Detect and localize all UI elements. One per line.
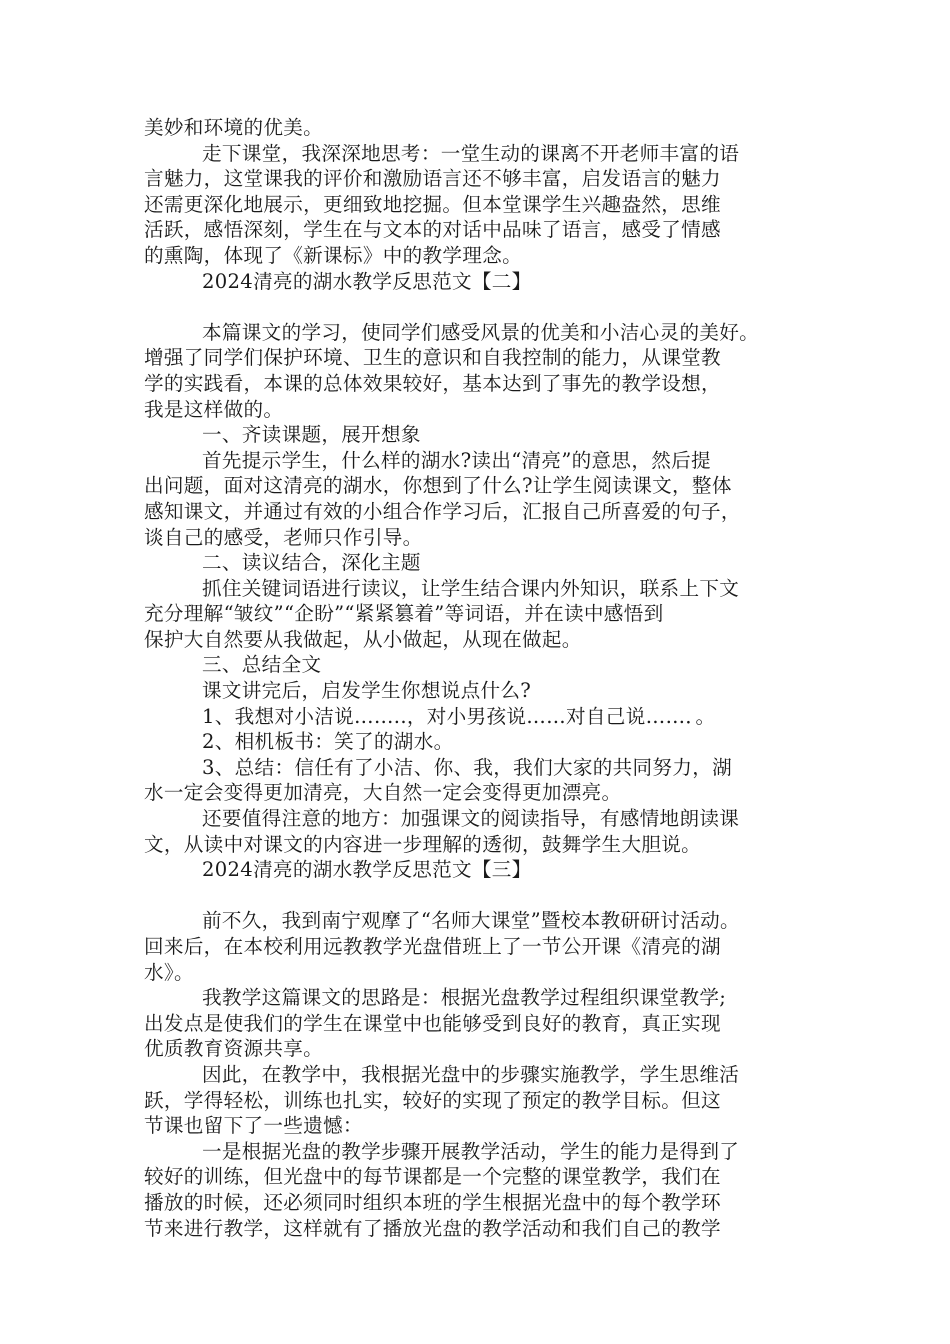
text-line: 课文讲完后，启发学生你想说点什么? <box>202 679 532 703</box>
text-line: 出问题，面对这清亮的湖水，你想到了什么?让学生阅读课文，整体 <box>144 474 732 498</box>
text-line: 播放的时候，还必须同时组织本班的学生根据光盘中的每个教学环 <box>144 1190 721 1214</box>
text-line: 充分理解“皱纹”“企盼”“紧紧篡着”等词语，并在读中感悟到 <box>144 602 664 626</box>
text-line: 还需更深化地展示，更细致地挖掘。但本堂课学生兴趣盎然，思维 <box>144 192 721 216</box>
text-line: 的熏陶，体现了《新课标》中的教学理念。 <box>144 243 522 267</box>
text-line: 水一定会变得更加清亮，大自然一定会变得更加漂亮。 <box>144 781 622 805</box>
text-line: 3、总结：信任有了小洁、你、我，我们大家的共同努力，湖 <box>202 755 733 779</box>
text-line: 我教学这篇课文的思路是：根据光盘教学过程组织课堂教学; <box>202 986 727 1010</box>
text-line: 还要值得注意的地方：加强课文的阅读指导，有感情地朗读课 <box>202 807 740 831</box>
text-line: 感知课文，并通过有效的小组合作学习后，汇报自己所喜爱的句子， <box>144 499 741 523</box>
text-line: 美妙和环境的优美。 <box>144 116 324 139</box>
text-line: 2024清亮的湖水教学反思范文【二】 <box>202 269 532 293</box>
text-line: 言魅力，这堂课我的评价和激励语言还不够丰富，启发语言的魅力 <box>144 167 721 191</box>
text-line: 活跃，感悟深刻，学生在与文本的对话中品味了语言，感受了情感 <box>144 218 721 242</box>
document-body <box>144 115 824 1241</box>
text-line: 较好的训练，但光盘中的每节课都是一个完整的课堂教学，我们在 <box>144 1165 721 1189</box>
text-line: 1、我想对小洁说……..，对小男孩说……对自己说……．。 <box>202 704 716 728</box>
text-line: 回来后，在本校利用远教教学光盘借班上了一节公开课《清亮的湖 <box>144 935 721 958</box>
text-line: 三、总结全文 <box>202 653 322 677</box>
text-line: 谈自己的感受，老师只作引导。 <box>144 525 423 549</box>
text-line: 一、齐读课题，展开想象 <box>202 423 421 447</box>
text-line: 一是根据光盘的教学步骤开展教学活动，学生的能力是得到了 <box>202 1139 740 1163</box>
text-line: 学的实践看，本课的总体效果较好，基本达到了事先的教学设想， <box>144 371 721 395</box>
text-line: 抓住关键词语进行读议，让学生结合课内外知识，联系上下文 <box>202 576 740 600</box>
text-line: 前不久，我到南宁观摩了“名师大课堂”暨校本教研研讨活动。 <box>202 909 740 933</box>
text-line: 首先提示学生，什么样的湖水?读出“清亮”的意思，然后提 <box>202 448 711 472</box>
text-line: 优质教育资源共享。 <box>144 1037 324 1061</box>
blank-line <box>144 294 824 320</box>
text-line: 跃，学得轻松，训练也扎实，较好的实现了预定的教学目标。但这 <box>144 1088 721 1112</box>
text-line: 增强了同学们保护环境、卫生的意识和自我控制的能力，从课堂教 <box>144 346 721 370</box>
text-line: 2024清亮的湖水教学反思范文【三】 <box>202 858 532 882</box>
text-line: 因此，在教学中，我根据光盘中的步骤实施教学，学生思维活 <box>202 1062 740 1086</box>
text-line: 节来进行教学，这样就有了播放光盘的教学活动和我们自己的教学 <box>144 1216 721 1240</box>
text-line: 出发点是使我们的学生在课堂中也能够受到良好的教育，真正实现 <box>144 1011 721 1035</box>
text-line: 走下课堂，我深深地思考：一堂生动的课离不开老师丰富的语 <box>202 141 740 165</box>
text-line: 节课也留下了一些遗憾： <box>144 1114 363 1138</box>
blank-line <box>144 883 824 909</box>
text-line: 水》。 <box>144 960 194 984</box>
text-line: 2、相机板书：笑了的湖水。 <box>202 730 454 754</box>
text-line: 保护大自然要从我做起，从小做起，从现在做起。 <box>144 627 582 651</box>
text-line: 我是这样做的。 <box>144 397 284 421</box>
text-line: 二、读议结合，深化主题 <box>202 551 421 575</box>
text-line: 文，从读中对课文的内容进一步理解的透彻，鼓舞学生大胆说。 <box>144 832 702 856</box>
text-line: 本篇课文的学习，使同学们感受风景的优美和小洁心灵的美好。 <box>202 320 760 344</box>
